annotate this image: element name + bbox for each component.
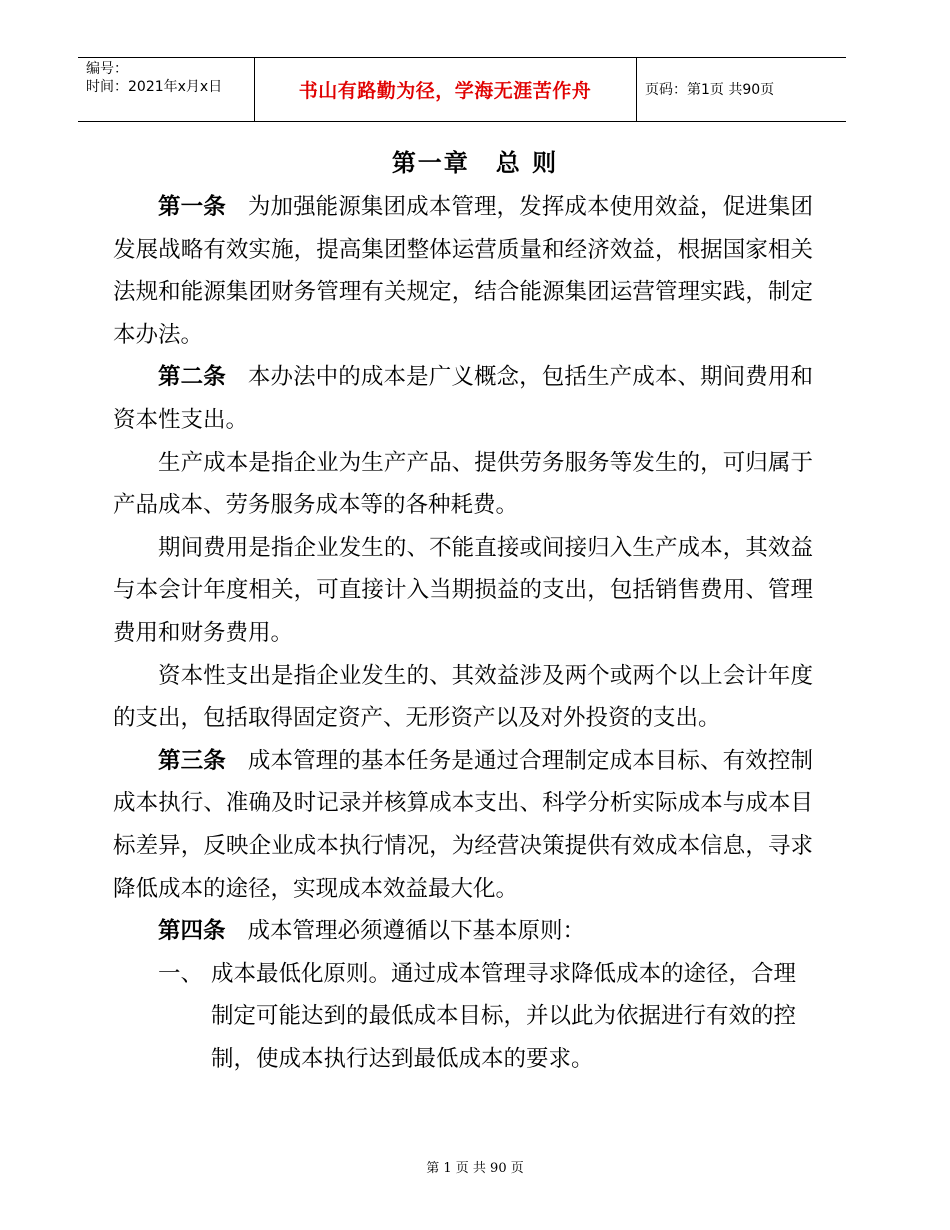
body-paragraph: 生产成本是指企业为生产产品、提供劳务服务等发生的，可归属于产品成本、劳务服务成本等的各种耗费。 xyxy=(113,449,813,519)
page-footer: 第 1 页 共 90 页 xyxy=(426,1161,524,1176)
article-paragraph xyxy=(113,186,813,356)
article-title: 第四条 xyxy=(158,918,226,945)
list-number: 一、 xyxy=(158,960,204,987)
article-title: 第二条 xyxy=(158,364,226,391)
body-paragraph: 期间费用是指企业发生的、不能直接或间接归入生产成本，其效益与本会计年度相关，可直接计入当期损益的支出，包括销售费用、管理费用和财务费用。 xyxy=(113,534,813,646)
header-page-info: 页码：第1页 共90页 xyxy=(645,82,775,98)
serial-label: 编号： xyxy=(86,61,128,77)
article-text: 成本管理必须遵循以下基本原则： xyxy=(247,918,586,945)
list-item xyxy=(113,953,813,1081)
header-meta xyxy=(86,60,251,96)
article-text: 本办法中的成本是广义概念，包括生产成本、期间费用和资本性支出。 xyxy=(113,364,813,433)
article-title: 第三条 xyxy=(158,747,226,774)
article-paragraph xyxy=(113,356,813,441)
article-title: 第一条 xyxy=(158,194,226,220)
body-paragraph: 资本性支出是指企业发生的、其效益涉及两个或两个以上会计年度的支出，包括取得固定资产、无形资产以及对外投资的支出。 xyxy=(113,662,813,732)
article-paragraph xyxy=(113,740,813,910)
article-text: 为加强能源集团成本管理，发挥成本使用效益，促进集团发展战略有效实施，提高集团整体运营质量和经济效益，根据国家相关法规和能源集团财务管理有关规定，结合能源集团运营管理实践，制定本办法。 xyxy=(113,194,813,348)
header-motto: 书山有路勤为径，学海无涯苦作舟 xyxy=(298,79,592,102)
document-body xyxy=(113,186,813,1080)
article-text: 成本管理的基本任务是通过合理制定成本目标、有效控制成本执行、准确及时记录并核算成本支出、科学分析实际成本与成本目标差异，反映企业成本执行情况，为经营决策提供有效成本信息，寻求降低成本的途径，实现成本效益最大化。 xyxy=(113,747,813,902)
chapter-title: 第一章 总 则 xyxy=(391,149,559,177)
time-label: 时间：2021年x月x日 xyxy=(86,79,223,95)
header-bottom-rule xyxy=(78,121,846,122)
list-text: 成本最低化原则。通过成本管理寻求降低成本的途径，合理制定可能达到的最低成本目标，并以此为依据进行有效的控制，使成本执行达到最低成本的要求。 xyxy=(211,960,797,1072)
article-paragraph xyxy=(113,910,813,953)
header-divider xyxy=(636,57,637,122)
